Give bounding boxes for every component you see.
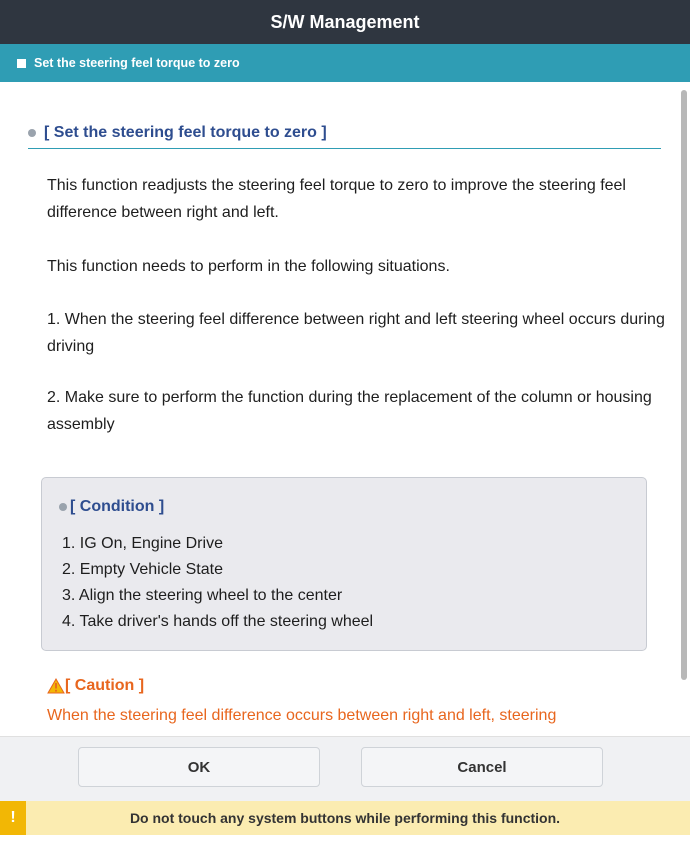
sub-header	[0, 44, 690, 82]
list-item: 1. IG On, Engine Drive	[62, 535, 223, 552]
description-paragraph: This function readjusts the steering feel torque to zero to improve the steering feel difference between right and left.	[47, 177, 626, 221]
section-heading	[28, 118, 661, 149]
warning-triangle-icon	[47, 678, 65, 694]
list-item: 4. Take driver's hands off the steering wheel	[62, 613, 374, 630]
list-item: 2. Empty Vehicle State	[62, 561, 223, 578]
situation-item-2: 2. Make sure to perform the function during the replacement of the column or housing assembly	[47, 389, 652, 433]
ok-button[interactable]: OK	[78, 747, 320, 787]
button-bar	[0, 736, 690, 801]
square-bullet-icon	[17, 59, 26, 68]
bullet-dot-icon	[59, 503, 67, 511]
scrollbar[interactable]	[681, 90, 687, 680]
section-title: [ Set the steering feel torque to zero ]	[44, 124, 327, 141]
bullet-dot-icon	[28, 129, 36, 137]
condition-heading	[59, 498, 164, 516]
condition-box	[41, 477, 647, 651]
situation-item-1: 1. When the steering feel difference between right and left steering wheel occurs during driving	[47, 311, 665, 355]
list-item: 3. Align the steering wheel to the center	[62, 587, 343, 604]
caution-heading	[47, 677, 144, 695]
caution-title: [ Caution ]	[65, 677, 145, 694]
condition-list	[62, 531, 373, 635]
window-title: S/W Management	[0, 0, 690, 44]
content-panel[interactable]	[0, 82, 690, 736]
sub-header-label: Set the steering feel torque to zero	[34, 56, 240, 70]
cancel-button[interactable]: Cancel	[361, 747, 603, 787]
condition-title: [ Condition ]	[70, 498, 165, 515]
situations-intro: This function needs to perform in the following situations.	[47, 258, 450, 275]
caution-text: When the steering feel difference occurs between right and left, steering	[47, 707, 557, 724]
warning-banner	[0, 801, 690, 835]
warning-text: Do not touch any system buttons while performing this function.	[129, 810, 561, 826]
exclamation-icon: !	[0, 801, 26, 835]
